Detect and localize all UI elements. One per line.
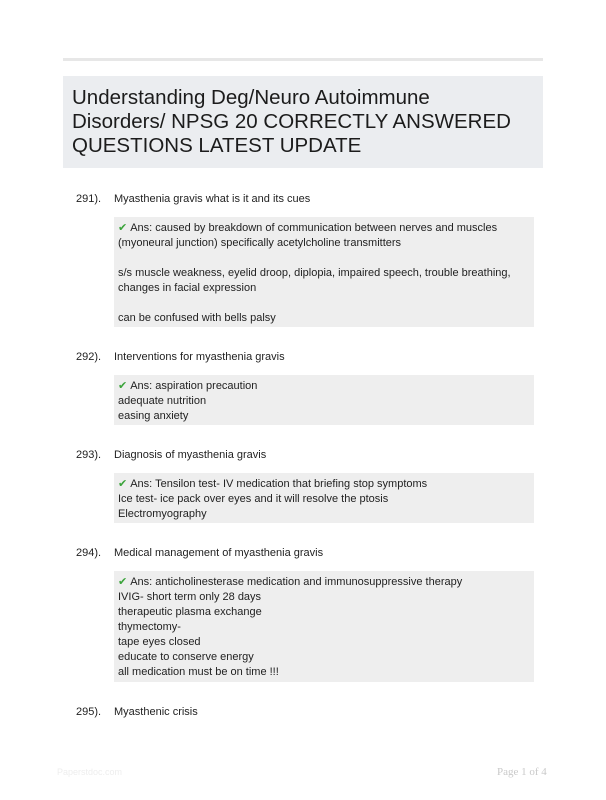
document-title	[72, 86, 533, 158]
answer-line: educate to conserve energy	[118, 651, 254, 663]
answer-line: IVIG- short term only 28 days	[118, 591, 262, 603]
check-icon: ✔	[118, 380, 128, 392]
question-text: Interventions for myasthenia gravis	[114, 351, 285, 363]
question-text: Medical management of myasthenia gravis	[114, 547, 324, 559]
answer-text: Ans: aspiration precaution	[130, 380, 258, 392]
answer-line: thymectomy-	[118, 621, 181, 633]
answer-line: changes in facial expression	[118, 282, 257, 294]
title-line: Understanding Deg/Neuro Autoimmune	[72, 86, 430, 109]
question-text: Myasthenic crisis	[114, 706, 198, 718]
question-number: 291).	[76, 193, 102, 205]
check-icon: ✔	[118, 478, 128, 490]
answer-line: (myoneural junction) specifically acetylcholine transmitters	[118, 237, 402, 249]
answer-line	[118, 477, 528, 492]
question-number: 294).	[76, 547, 102, 559]
answer-line: s/s muscle weakness, eyelid droop, diplopia, impaired speech, trouble breathing,	[118, 267, 511, 279]
answer-line	[118, 221, 528, 236]
title-line: QUESTIONS LATEST UPDATE	[72, 134, 362, 157]
top-divider	[63, 58, 543, 61]
title-line: Disorders/ NPSG 20 CORRECTLY ANSWERED	[72, 110, 511, 133]
question-number: 292).	[76, 351, 102, 363]
answer-line: therapeutic plasma exchange	[118, 606, 262, 618]
answer-line: can be confused with bells palsy	[118, 312, 276, 324]
answer-line: Ice test- ice pack over eyes and it will resolve the ptosis	[118, 493, 389, 505]
answer-text: Ans: Tensilon test- IV medication that briefing stop symptoms	[130, 478, 428, 490]
question-text: Diagnosis of myasthenia gravis	[114, 449, 267, 461]
answer-blank-line	[118, 296, 528, 311]
document-title-box	[63, 76, 543, 168]
check-icon: ✔	[118, 576, 128, 588]
answer-line: tape eyes closed	[118, 636, 201, 648]
question-number: 293).	[76, 449, 102, 461]
answer-line: easing anxiety	[118, 410, 189, 422]
answer-text: Ans: caused by breakdown of communication between nerves and muscles	[130, 222, 498, 234]
page-indicator: Page 1 of 4	[497, 766, 547, 778]
answer-line	[118, 575, 528, 590]
answer-box	[114, 571, 534, 682]
answer-box	[114, 217, 534, 327]
answer-box	[114, 375, 534, 425]
check-icon: ✔	[118, 222, 128, 234]
answer-line: adequate nutrition	[118, 395, 207, 407]
answer-box	[114, 473, 534, 523]
question-text: Myasthenia gravis what is it and its cues	[114, 193, 311, 205]
answer-blank-line	[118, 251, 528, 266]
watermark: Paperstdoc.com	[57, 767, 123, 777]
answer-text: Ans: anticholinesterase medication and immunosuppressive therapy	[130, 576, 463, 588]
answer-line	[118, 379, 528, 394]
answer-line: Electromyography	[118, 508, 207, 520]
question-number: 295).	[76, 706, 102, 718]
answer-line: all medication must be on time !!!	[118, 666, 279, 678]
